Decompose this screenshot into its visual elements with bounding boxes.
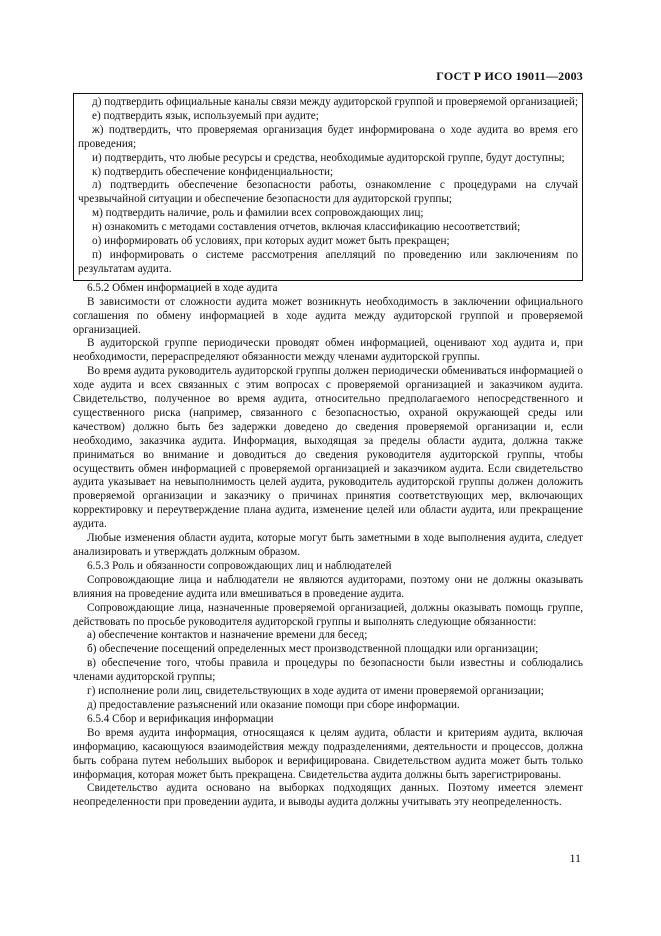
section-heading: 6.5.2 Обмен информацией в ходе аудита [87,281,278,294]
list-item: д) подтвердить официальные каналы связи между аудиторской группой и проверяемой организацией; [92,96,578,108]
list-item: н) ознакомить с методами составления отчетов, включая классификацию несоответствий; [92,221,521,234]
list-item: г) исполнение роли лиц, свидетельствующих в ходе аудита от имени проверяемой организации; [87,685,544,698]
paragraph: Сопровождающие лица, назначенные проверяемой организацией, должны оказывать помощь группе, действовать по просьбе руководителя аудиторской группы и выполнять следующие обязанности: [73,601,583,628]
paragraph: В зависимости от сложности аудита может возникнуть необходимость в заключении официального соглашения по обмену информацией в ходе аудита между аудиторской группой и проверяемой организацией. [73,295,583,336]
list-item: о) информировать об условиях, при которых аудит может быть прекращен; [92,235,450,248]
list-item: л) подтвердить обеспечение безопасности работы, ознакомление с процедурами на случай чрезвычайной ситуации и обеспечение безопасности для аудиторской группы; [78,179,578,206]
paragraph: В аудиторской группе периодически проводят обмен информацией, оценивают ход аудита и, при необходимости, перераспределяют обязанности между членами аудиторской группы. [73,337,583,364]
list-item: ж) подтвердить, что проверяемая организация будет информирована о ходе аудита во время его проведения; [78,123,578,150]
paragraph: Во время аудита руководитель аудиторской группы должен периодически обмениваться информацией о ходе аудита и всех связанных с этим вопросах с проверяемой организацией и заказчиком аудита. Свидетельство, полученное во время аудита, относительно предполагаемого непосредственного и существенного риска (например, связанного с безопасностью, охраной окружающей среды или качеством) должно быть без задержки доведено до сведения проверяемой организации и, если необходимо, заказчика аудита. Информация, выходящая за пределы области аудита, должна также приниматься во внимание и доводиться до сведения руководителя аудиторской группы, чтобы осуществить обмен информацией с проверяемой организацией и заказчиком аудита. Если свидетельство аудита указывает на невыполнимость целей аудита, руководитель аудиторской группы должен доложить проверяемой организации и заказчику о причинах принятия соответствующих мер, включающих корректировку и переутверждение плана аудита, изменение целей или области аудита, или прекращение аудита. [73,365,583,531]
list-item: в) обеспечение того, чтобы правила и процедуры по безопасности были известны и соблюдались членами аудиторской группы; [73,657,583,684]
list-item: а) обеспечение контактов и назначение времени для бесед; [87,629,368,642]
list-item: м) подтвердить наличие, роль и фамилии всех сопровождающих лиц; [92,207,424,220]
paragraph: Свидетельство аудита основано на выборках подходящих данных. Поэтому имеется элемент неопределенности при проведении аудита, и выводы аудита должны учитывать эту неопределенность. [73,782,583,809]
page-content [73,93,583,810]
list-item: к) подтвердить обеспечение конфиденциальности; [92,165,334,178]
paragraph: Любые изменения области аудита, которые могут быть заметными в ходе выполнения аудита, следует анализировать и утверждать должным образом. [73,532,583,558]
boxed-list [73,93,583,281]
paragraph: Во время аудита информация, относящаяся к целям аудита, области и критериям аудита, включая информацию, касающуюся взаимодействия между подразделениями, деятельности и процессов, должна быть собрана путем небольших выборок и верифицирована. Свидетельством аудита может быть только информация, которая может быть прекращена. Свидетельства аудита должны быть зарегистрированы. [73,726,583,781]
list-item: и) подтвердить, что любые ресурсы и средства, необходимые аудиторской группе, будут доступны; [92,151,565,164]
section-heading: 6.5.4 Сбор и верификация информации [87,712,274,725]
list-item: д) предоставление разъяснений или оказание помощи при сборе информации. [87,698,460,711]
document-header: ГОСТ Р ИСО 19011—2003 [436,69,583,83]
list-item: е) подтвердить язык, используемый при аудите; [92,109,319,122]
section-heading: 6.5.3 Роль и обязанности сопровождающих лиц и наблюдателей [87,559,392,572]
page-number: 11 [569,851,581,865]
list-item: б) обеспечение посещений определенных мест производственной площадки или организации; [87,643,539,656]
paragraph: Сопровождающие лица и наблюдатели не являются аудиторами, поэтому они не должны оказывать влияния на проведение аудита или вмешиваться в проведение аудита. [73,573,583,600]
list-item: п) информировать о системе рассмотрения апелляций по проведению или заключениям по результатам аудита. [78,248,578,275]
